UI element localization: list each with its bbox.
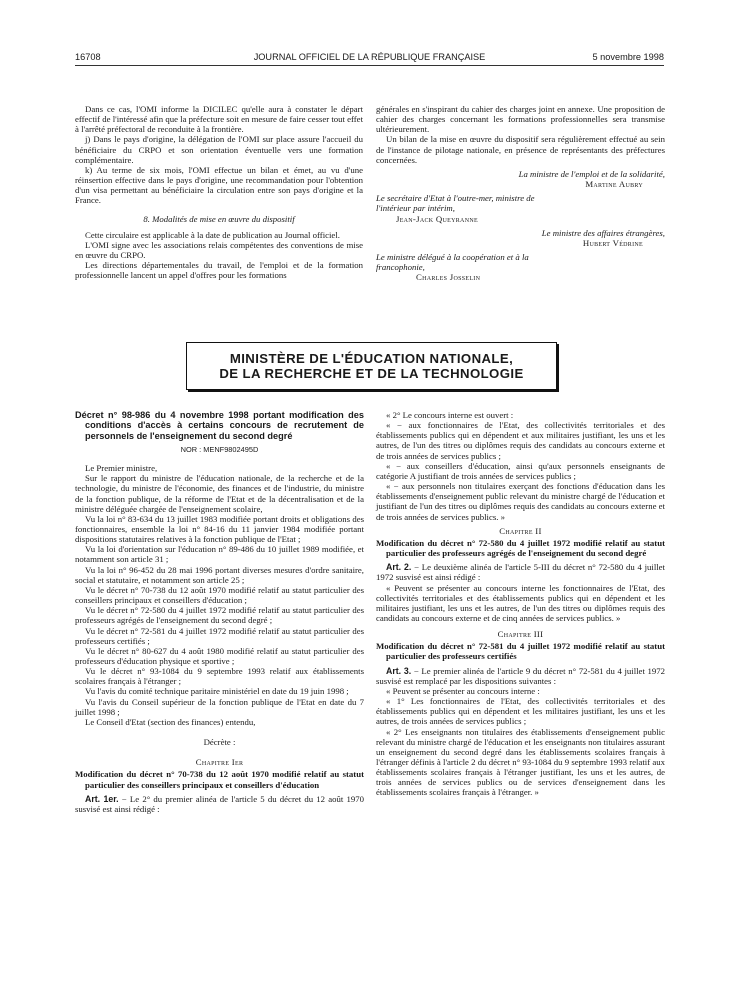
article-label: Art. 3. <box>386 665 412 676</box>
decree-decrete: Décrète : <box>203 737 236 748</box>
quote: « − aux personnels non titulaires exerçant des fonctions d'éducation dans les établissements d'enseignement public relevant du ministre chargé de l'éducation et justifiant de l'un des titres ou diplômes requis des candidats au concours externe et de trois années de services publics. » <box>376 481 665 522</box>
paragraph: Cette circulaire est applicable à la date de publication au Journal officiel. <box>85 229 340 240</box>
signature-title: Le ministre délégué à la coopération et à la francophonie, <box>376 252 529 273</box>
decree-title: Décret n° 98-986 du 4 novembre 1998 portant modification des conditions d'accès à certains concours de recrutement de personnels de l'enseignement du second degré <box>75 410 364 441</box>
quote: « Peuvent se présenter au concours interne les fonctionnaires de l'Etat, des collectivités territoriales et des établissements publics qui en dépendent et les militaires justifiant, les uns et les autres, de l'un des titres ou diplômes requis des candidats au concours externe et de cinq années de services publics. » <box>376 582 665 623</box>
bottom-left-column <box>75 410 364 814</box>
signature-title: La ministre de l'emploi et de la solidarité, <box>518 168 665 179</box>
paragraph: L'OMI signe avec les associations relais compétentes des conventions de mise en œuvre du CRPO. <box>75 239 363 261</box>
chapter-title: Modification du décret n° 70-738 du 12 août 1970 modifié relatif au statut particulier des conseillers principaux et conseillers d'éducation <box>75 769 364 790</box>
paragraph: Les directions départementales du travail, de l'emploi et de la formation professionnelle lancent un appel d'offres pour les formations <box>75 260 363 281</box>
signature-title: Le ministre des affaires étrangères, <box>541 227 665 238</box>
quote: « 2° Les enseignants non titulaires des établissements d'enseignement public relevant du ministre chargé de l'éducation et les enseignants non titulaires assurant un enseignement du second degré dans les établissements scolaires français à l'étranger définis à l'article 2 du décret n° 93-1084 du 9 septembre 1993 relatif aux établissements scolaires français à l'étranger justifiant, les uns et les autres, de trois années de services publics ou de services d'enseignement dans les établissements scolaires français à l'étranger. » <box>376 726 665 798</box>
page-number: 16708 <box>75 52 101 62</box>
paragraph: générales en s'inspirant du cahier des charges joint en annexe. Une proposition de cahier des charges concernant les formations professionnelles sera transmise ultérieurement. <box>376 104 665 135</box>
journal-title: JOURNAL OFFICIEL DE LA RÉPUBLIQUE FRANÇAISE <box>253 52 486 62</box>
quote: « − aux conseillers d'éducation, ainsi qu'aux personnels enseignants de catégorie A justifiant de trois années de services publics ; <box>376 460 665 481</box>
page-header <box>75 52 664 66</box>
quote: « − aux fonctionnaires de l'Etat, des collectivités territoriales et des établissements publics qui en dépendent et aux militaires justifiant, les uns et les autres, de l'un des titres ou diplômes requis des candidats au concours externe et de trois années de services publics ; <box>376 420 665 461</box>
article-text: − Le 2° du premier alinéa de l'article 5 du décret du 12 août 1970 susvisé est ainsi rédigé : <box>75 793 364 814</box>
top-left-column <box>75 104 363 281</box>
chapter-label: Chapitre Ier <box>195 757 244 768</box>
ministry-heading-line: MINISTÈRE DE L'ÉDUCATION NATIONALE, <box>229 350 514 366</box>
article-paragraph <box>75 794 364 814</box>
article-label: Art. 2. <box>386 562 412 573</box>
issue-date: 5 novembre 1998 <box>592 52 664 62</box>
article-text: − Le premier alinéa de l'article 9 du décret n° 72-581 du 4 juillet 1972 susvisé est remplacé par les dispositions suivantes : <box>376 665 665 686</box>
ministry-heading-line: DE LA RECHERCHE ET DE LA TECHNOLOGIE <box>219 366 524 381</box>
nor-reference: NOR : MENF9802495D <box>180 444 259 454</box>
visa: Le Conseil d'Etat (section des finances) entendu, <box>85 716 256 727</box>
chapter-title: Modification du décret n° 72-581 du 4 juillet 1972 modifié relatif au statut particulier des professeurs certifiés <box>376 641 665 662</box>
header-rule <box>75 65 664 66</box>
visa: Vu le décret n° 93-1084 du 9 septembre 1993 relatif aux établissements scolaires français à l'étranger ; <box>75 666 364 687</box>
paragraph: Le Premier ministre, <box>85 463 158 474</box>
quote: « 2° Le concours interne est ouvert : <box>386 410 514 420</box>
article-label: Art. 1er. <box>85 793 119 804</box>
visa: Vu le décret n° 72-580 du 4 juillet 1972 modifié relatif au statut particulier des professeurs agrégés de l'enseignement du second degré ; <box>75 605 364 626</box>
chapter-label: Chapitre III <box>497 629 544 640</box>
chapter-label: Chapitre II <box>499 525 542 536</box>
section-heading: 8. Modalités de mise en œuvre du dispositif <box>143 213 295 224</box>
article-paragraph <box>376 666 665 686</box>
visa: Vu la loi d'orientation sur l'éducation n° 89-486 du 10 juillet 1989 modifiée, et notamment son article 31 ; <box>75 544 364 565</box>
visa: Vu le décret n° 80-627 du 4 août 1980 modifié relatif au statut particulier des professeurs d'éducation physique et sportive ; <box>75 645 364 667</box>
quote: « Peuvent se présenter au concours interne : <box>386 685 540 696</box>
signature-name: Hubert Védrine <box>582 237 643 248</box>
paragraph: k) Au terme de six mois, l'OMI effectue un bilan et émet, au vu d'une réinsertion effective dans le pays d'origine, une recommandation pour l'obtention d'un visa permettant au bénéficiaire la circulation entre son pays d'origine et la France. <box>75 164 363 206</box>
visa: Vu l'avis du Conseil supérieur de la fonction publique de l'Etat en date du 7 juillet 1998 ; <box>75 696 364 717</box>
ministry-heading-box <box>186 342 557 390</box>
signature-name: Jean-Jack Queyranne <box>396 213 478 224</box>
article-text: − Le deuxième alinéa de l'article 5-III du décret n° 72-580 du 4 juillet 1972 susvisé est ainsi rédigé : <box>376 562 665 583</box>
article-paragraph <box>376 562 665 582</box>
visa: Vu le décret n° 70-738 du 12 août 1970 modifié relatif au statut particulier des conseillers principaux et conseillers d'éducation ; <box>75 584 364 606</box>
bottom-right-column <box>376 410 665 798</box>
signature-title: Le secrétaire d'Etat à l'outre-mer, ministre de l'intérieur par intérim, <box>376 193 535 214</box>
paragraph: j) Dans le pays d'origine, la délégation de l'OMI sur place assure l'accueil du bénéficiaire du CRPO et son orientation éventuelle vers une formation complémentaire. <box>75 134 363 165</box>
visa: Vu le décret n° 72-581 du 4 juillet 1972 modifié relatif au statut particulier des professeurs certifiés ; <box>75 625 364 646</box>
signature-name: Martine Aubry <box>585 179 643 190</box>
visa: Vu l'avis du comité technique paritaire ministériel en date du 19 juin 1998 ; <box>85 686 349 697</box>
top-right-column <box>376 104 665 283</box>
visa: Vu la loi n° 96-452 du 28 mai 1996 portant diverses mesures d'ordre sanitaire, social et statutaire, et notamment son article 25 ; <box>75 564 364 585</box>
paragraph: Un bilan de la mise en œuvre du dispositif sera régulièrement effectué au sein de l'instance de pilotage nationale, en présence de représentants des préfectures concernées. <box>376 134 665 165</box>
visa: Vu la loi n° 83-634 du 13 juillet 1983 modifiée portant droits et obligations des fonctionnaires, ensemble la loi n° 84-16 du 11 janvier 1984 modifiée portant dispositions statutaires relatives à la fonction publique de l'Etat ; <box>75 513 364 545</box>
chapter-title: Modification du décret n° 72-580 du 4 juillet 1972 modifié relatif au statut particulier des professeurs agrégés de l'enseignement du second degré <box>376 537 665 559</box>
signature-name: Charles Josselin <box>416 272 481 283</box>
quote: « 1° Les fonctionnaires de l'Etat, des collectivités territoriales et des établissements publics qui en dépendent et les militaires justifiant, les uns et les autres, de trois années de services publics ; <box>376 696 665 727</box>
visa: Sur le rapport du ministre de l'éducation nationale, de la recherche et de la technologie, du ministre de l'économie, des finances et de l'industrie, du ministre de la fonction publique, de la réforme de l'Etat et de la décentralisation et de la ministre déléguée chargée de l'enseignement scolaire, <box>75 473 364 514</box>
paragraph: Dans ce cas, l'OMI informe la DICILEC qu'elle aura à constater le départ effectif de l'intéressé afin que la préfecture soit en mesure de faire cesser tout effet à l'arrêté préfectoral de reconduite à la frontière. <box>75 104 363 135</box>
